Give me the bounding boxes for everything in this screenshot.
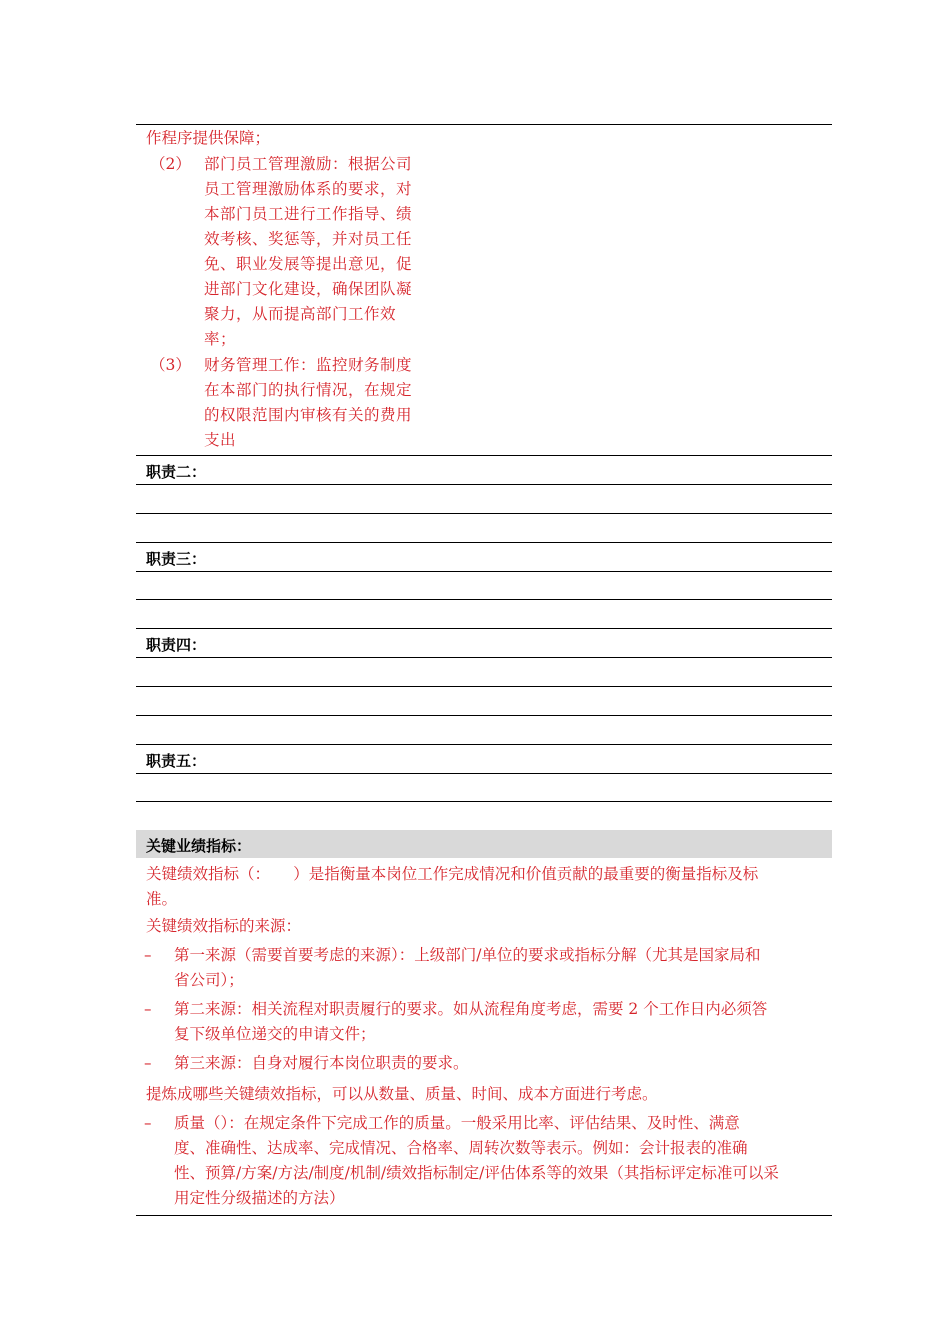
bullet-dash: – <box>144 1114 152 1132</box>
bullet-dash: – <box>144 1054 152 1072</box>
table-rule <box>136 513 832 514</box>
kpi-source-2: 第二来源：相关流程对职责履行的要求。如从流程角度考虑，需要 2 个工作日内必须答 复下级单位递交的申请文件； <box>174 1000 768 1043</box>
duty-four-label: 职责四： <box>146 636 207 654</box>
kpi-refine: 提炼成哪些关键绩效指标，可以从数量、质量、时间、成本方面进行考虑。 <box>146 1085 658 1103</box>
kpi-source-1: 第一来源（需要首要考虑的来源）：上级部门/单位的要求或指标分解（尤其是国家局和 省公司）； <box>174 946 761 989</box>
kpi-quality: 质量（）：在规定条件下完成工作的质量。一般采用比率、评估结果、及时性、满意 度、准确性、达成率、完成情况、合格率、周转次数等表示。例如：会计报表的准确 性、预算/方案/方法/制度/机制/绩效指标制定/评估体系等的效果（其指标评定标准可以采 用定性分级描述的方法） <box>174 1114 779 1207</box>
table-rule <box>136 484 832 485</box>
table-rule <box>136 599 832 600</box>
duty-two-label: 职责二： <box>146 463 207 481</box>
kpi-source-title: 关键绩效指标的来源： <box>146 917 302 935</box>
table-rule <box>136 773 832 774</box>
table-rule <box>136 715 832 716</box>
table-rule <box>136 455 832 456</box>
bullet-dash: – <box>144 946 152 964</box>
table-rule <box>136 686 832 687</box>
table-rule <box>136 628 832 629</box>
table-rule <box>136 744 832 745</box>
duty-one-item-2: 部门员工管理激励：根据公司 员工管理激励体系的要求，对 本部门员工进行工作指导、绩 效考核、奖惩等，并对员工任 免、职业发展等提出意见，促 进部门文化建设，确保团队凝 聚力，从而提高部门工作效 率； <box>204 155 413 348</box>
table-rule <box>136 1215 832 1216</box>
duty-five-label: 职责五： <box>146 752 207 770</box>
item-number: （2） <box>150 155 191 173</box>
bullet-dash: – <box>144 1000 152 1018</box>
duty-three-label: 职责三： <box>146 550 207 568</box>
top-fragment: 作程序提供保障； <box>146 129 271 147</box>
kpi-header <box>136 830 832 858</box>
duty-one-item-3: 财务管理工作：监控财务制度 在本部门的执行情况，在规定 的权限范围内审核有关的费用 支出 <box>204 356 413 449</box>
table-rule <box>136 571 832 572</box>
table-rule <box>136 657 832 658</box>
item-number: （3） <box>150 356 191 374</box>
kpi-heading: 关键业绩指标： <box>146 837 252 855</box>
kpi-source-3: 第三来源：自身对履行本岗位职责的要求。 <box>174 1054 469 1072</box>
table-rule <box>136 801 832 802</box>
kpi-definition: 关键绩效指标（： ）是指衡量本岗位工作完成情况和价值贡献的最重要的衡量指标及标 准。 <box>146 865 759 908</box>
table-rule <box>136 542 832 543</box>
table-rule <box>136 124 832 125</box>
